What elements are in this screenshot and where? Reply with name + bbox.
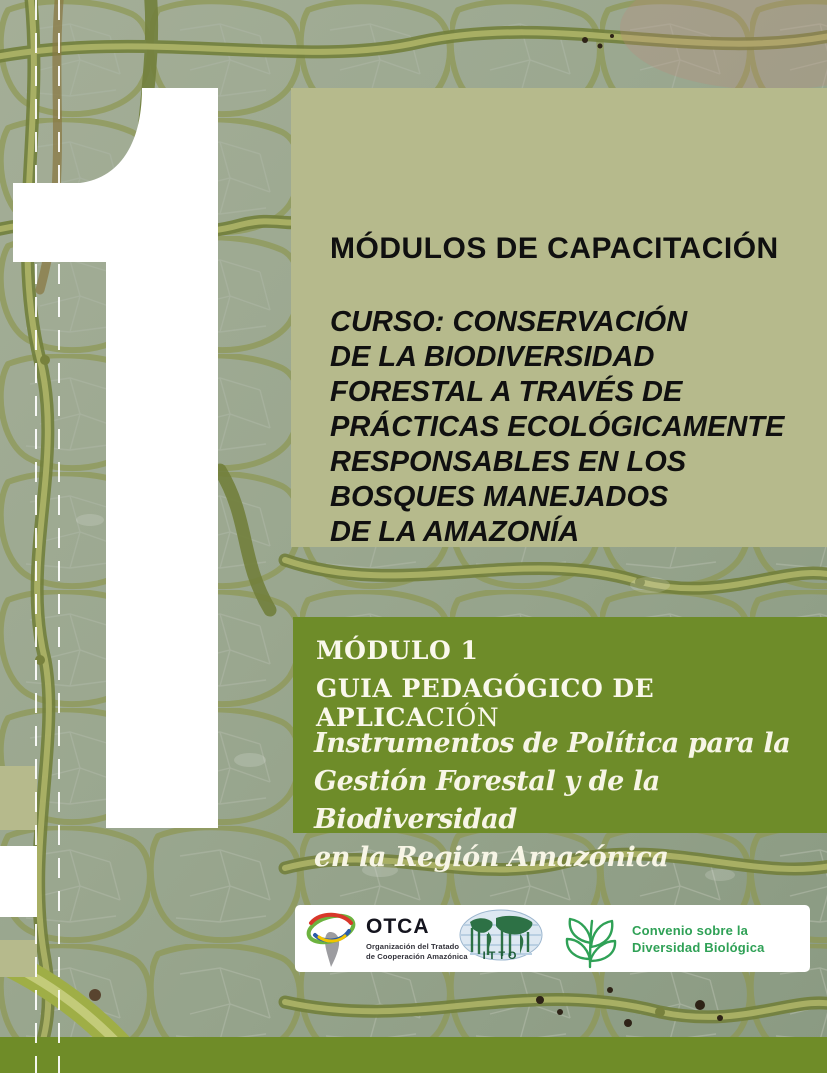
course-title-line: DE LA AMAZONÍA [330, 516, 580, 548]
page-number-numeral [0, 0, 240, 840]
cbd-text-line: Convenio sobre la [632, 923, 749, 938]
otca-org-name [366, 942, 468, 961]
course-title-line: PRÁCTICAS ECOLÓGICAMENTE [330, 411, 785, 443]
left-edge-sage-block-bottom [0, 940, 37, 977]
module-subtitle [314, 725, 827, 877]
otca-org-line: Organización del Tratado [366, 942, 460, 951]
guide-label-strong: GUIA PEDAGÓGICO DE APLICA [316, 674, 655, 732]
otca-org-line: de Cooperación Amazónica [366, 951, 468, 961]
course-title-line: BOSQUES MANEJADOS [330, 481, 669, 513]
bottom-accent-band [0, 1037, 827, 1073]
module-label: MÓDULO 1 [316, 636, 479, 665]
otca-logo: OTCA [366, 915, 430, 938]
module-subtitle-line: en la Región Amazónica [314, 842, 669, 873]
series-title: MÓDULOS DE CAPACITACIÓN [330, 232, 779, 265]
module-subtitle-line: Instrumentos de Política para la [314, 728, 791, 759]
itto-logo: ITTO [482, 950, 520, 962]
course-title-line: CURSO: CONSERVACIÓN [330, 306, 688, 338]
guide-label-light: CIÓN [425, 703, 500, 732]
module-subtitle-line: Gestión Forestal y de la Biodiversidad [314, 766, 660, 835]
left-edge-white-block [0, 846, 37, 917]
partner-logo-bar [295, 905, 810, 972]
cbd-logo [632, 922, 765, 956]
course-title-line: DE LA BIODIVERSIDAD [330, 341, 655, 373]
otca-globe-icon [303, 910, 361, 968]
guide-label [316, 674, 827, 732]
cbd-text-line: Diversidad Biológica [632, 940, 765, 955]
cbd-leaf-icon [562, 909, 620, 969]
course-title-line: RESPONSABLES EN LOS [330, 446, 687, 478]
course-title-line: FORESTAL A TRAVÉS DE [330, 376, 683, 408]
course-title [330, 305, 784, 550]
